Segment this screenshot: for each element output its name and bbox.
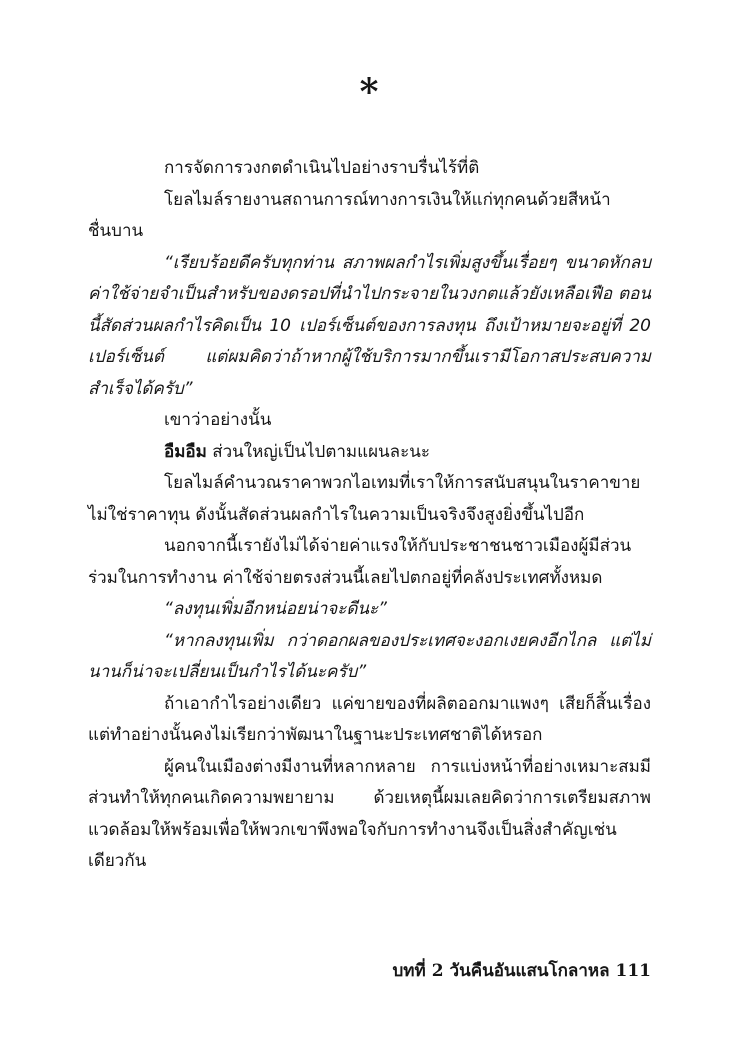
body-text <box>88 153 651 878</box>
footer-chapter-number: 2 <box>431 961 444 981</box>
footer-chapter-title: วันคืนอันแสนโกลาหล <box>449 961 610 981</box>
paragraph-5 <box>88 437 651 469</box>
paragraph-5-lead: อืมอืม <box>164 441 207 462</box>
paragraph-4: เขาว่าอย่างนั้น <box>164 410 272 430</box>
paragraph-7: นอกจากนี้เรายังไม่ได้จ่ายค่าแรงให้กับประชาชนชาวเมืองผู้มีส่วนร่วมในการทำงาน ค่าใช้จ่ายตรงส่วนนี้เลยไปตกอยู่ที่คลังประเทศทั้งหมด <box>88 536 632 588</box>
paragraph-9-dialogue: “หากลงทุนเพิ่ม กว่าดอกผลของประเทศจะงอกเงยคงอีกไกล แต่ไม่นานก็น่าจะเปลี่ยนเป็นกำไรได้นะครับ” <box>88 630 651 682</box>
running-footer <box>392 958 651 984</box>
paragraph-2: โยลไมล์รายงานสถานการณ์ทางการเงินให้แก่ทุกคนด้วยสีหน้าชื่นบาน <box>88 189 611 241</box>
footer-chapter-label: บทที่ <box>392 961 426 981</box>
paragraph-10: ถ้าเอากำไรอย่างเดียว แค่ขายของที่ผลิตออกมาแพงๆ เสียก็สิ้นเรื่อง แต่ทำอย่างนั้นคงไม่เรียกว่าพัฒนาในฐานะประเทศชาติได้หรอก <box>88 693 651 745</box>
paragraph-6: โยลไมล์คำนวณราคาพวกไอเทมที่เราให้การสนับสนุนในราคาขายไม่ใช่ราคาทุน ดังนั้นสัดส่วนผลกำไรในความเป็นจริงจึงสูงยิ่งขึ้นไปอีก <box>88 473 641 525</box>
paragraph-11: ผู้คนในเมืองต่างมีงานที่หลากหลาย การแบ่งหน้าที่อย่างเหมาะสมมีส่วนทำให้ทุกคนเกิดความพยายาม ด้วยเหตุนี้ผมเลยคิดว่าการเตรียมสภาพแวดล้อมให้พร้อมเพื่อให้พวกเขาพึงพอใจกับการทำงานจึงเป็นสิ่งสำคัญเช่นเดียวกัน <box>88 756 651 871</box>
paragraph-3-dialogue: “เรียบร้อยดีครับทุกท่าน สภาพผลกำไรเพิ่มสูงขึ้นเรื่อยๆ ขนาดหักลบค่าใช้จ่ายจำเป็นสำหรับของดรอปที่นำไปกระจายในวงกตแล้วยังเหลือเฟือ ตอนนี้สัดส่วนผลกำไรคิดเป็น 10 เปอร์เซ็นต์ของการลงทุน ถึงเป้าหมายจะอยู่ที่ 20 เปอร์เซ็นต์ แต่ผมคิดว่าถ้าหากผู้ใช้บริการมากขึ้นเรามีโอกาสประสบความสำเร็จได้ครับ” <box>88 252 651 399</box>
paragraph-1: การจัดการวงกตดำเนินไปอย่างราบรื่นไร้ที่ติ <box>164 158 480 178</box>
paragraph-8-dialogue: “ลงทุนเพิ่มอีกหน่อยน่าจะดีนะ” <box>164 599 387 619</box>
scene-break-asterisk: * <box>359 71 379 113</box>
page-number: 111 <box>615 961 651 981</box>
paragraph-5-rest: ส่วนใหญ่เป็นไปตามแผนละนะ <box>206 441 430 462</box>
